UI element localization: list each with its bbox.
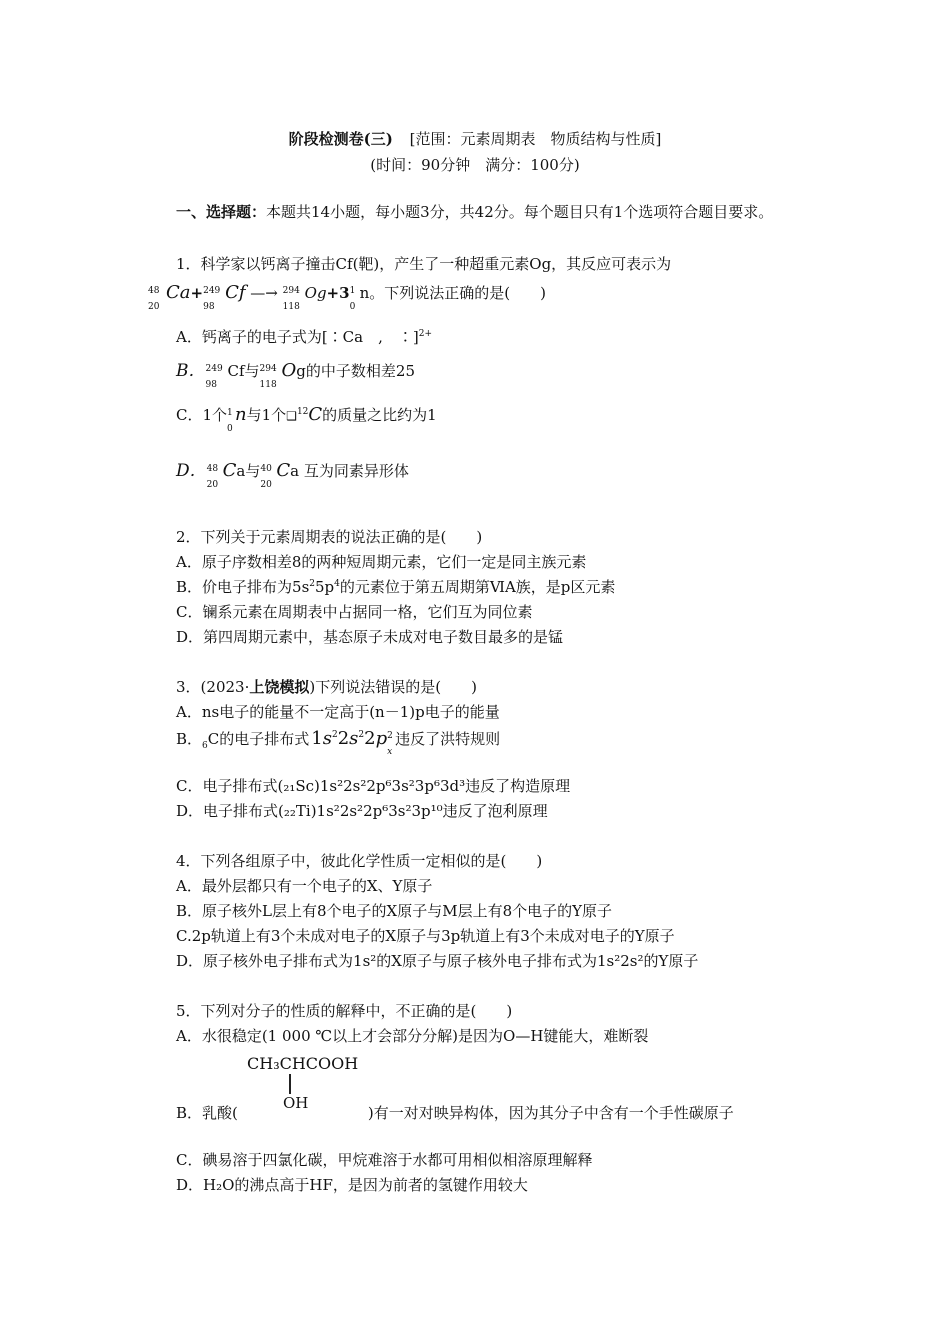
q5-stem: 5．下列对分子的性质的解释中，不正确的是( ) xyxy=(176,1002,513,1020)
exam-scope: [范围：元素周期表 物质结构与性质] xyxy=(409,130,662,148)
q3-option-d: D．电子排布式(₂₂Ti)1s²2s²2p⁶3s²3p¹⁰违反了泡利原理 xyxy=(176,802,548,820)
section-instructions xyxy=(148,200,812,225)
lactic-acid-structure: CH₃CHCOOH OH xyxy=(247,1054,359,1112)
exam-title: 阶段检测卷(三) xyxy=(288,130,393,148)
q5-option-d: D．H₂O的沸点高于HF，是因为前者的氢键作用较大 xyxy=(176,1176,528,1194)
q1-stem: 1．科学家以钙离子撞击Cf(靶)，产生了一种超重元素Og，其反应可表示为 xyxy=(176,255,672,273)
q5-option-b: B．乳酸( )有一对对映异构体，因为其分子中含有一个手性碳原子 xyxy=(176,1104,734,1122)
q3-option-a: A．ns电子的能量不一定高于(n－1)p电子的能量 xyxy=(176,703,500,721)
bond-line xyxy=(289,1074,291,1094)
q2-stem: 2．下列关于元素周期表的说法正确的是( ) xyxy=(176,528,483,546)
q2-option-a: A．原子序数相差8的两种短周期元素，它们一定是同主族元素 xyxy=(176,553,587,571)
q1-option-b: B． 249 98 Cf与 294 118 Og的中子数相差25 xyxy=(176,360,415,390)
q4-option-d: D．原子核外电子排布式为1s²的X原子与原子核外电子排布式为1s²2s²的Y原子 xyxy=(176,952,699,970)
q1-option-d: D． 48 20 Ca与 40 20 Ca 互为同素异形体 xyxy=(176,460,409,490)
q4-stem: 4．下列各组原子中，彼此化学性质一定相似的是( ) xyxy=(176,852,543,870)
q2-option-b: B．价电子排布为$5s^25p^4$的元素位于第五周期第ⅥA族，是p区元素 xyxy=(176,578,616,596)
q4-option-b: B．原子核外L层上有8个电子的X原子与M层上有8个电子的Y原子 xyxy=(176,902,613,920)
q2-option-c: C．镧系元素在周期表中占据同一格，它们互为同位素 xyxy=(176,603,533,621)
q3-stem: 3．(2023·上饶模拟)下列说法错误的是( ) xyxy=(176,678,477,696)
section-desc: 本题共14小题，每小题3分，共42分。每个题目只有1个选项符合题目要求。 xyxy=(266,203,774,221)
q1-eq-tail: 下列说法正确的是( ) xyxy=(384,284,546,302)
q5-option-a: A．水很稳定(1 000 ℃以上才会部分分解)是因为O—H键能大，难断裂 xyxy=(176,1027,649,1045)
q3-option-b: B．$_6$C的电子排布式 $1s^22s^22p$ 2 x 违反了洪特规则 xyxy=(176,728,501,757)
q3-option-c: C．电子排布式(₂₁Sc)1s²2s²2p⁶3s²3p⁶3d³违反了构造原理 xyxy=(176,777,571,795)
q4-option-c: C.2p轨道上有3个未成对电子的X原子与3p轨道上有3个未成对电子的Y原子 xyxy=(176,927,675,945)
q1-option-c: C．1个 1 0 n与1个❑$^{12}$C的质量之比约为1 xyxy=(176,404,437,434)
q1-option-a: A．钙离子的电子式为[∶Ca , ∶]$^{2+}$ xyxy=(176,328,433,346)
section-heading: 一、选择题： xyxy=(176,203,267,221)
q5-option-c: C．碘易溶于四氯化碳，甲烷难溶于水都可用相似相溶原理解释 xyxy=(176,1151,593,1169)
q4-option-a: A．最外层都只有一个电子的X、Y原子 xyxy=(176,877,433,895)
q2-option-d: D．第四周期元素中，基态原子未成对电子数目最多的是锰 xyxy=(176,628,564,646)
q1-equation: 48 20 Ca+ 249 98 Cf —→ 294 118 Og+3 1 0 n。下列说法正确的是( ) xyxy=(148,282,546,312)
exam-header xyxy=(0,128,950,149)
exam-time-info: (时间：90分钟 满分：100分) xyxy=(370,156,580,174)
